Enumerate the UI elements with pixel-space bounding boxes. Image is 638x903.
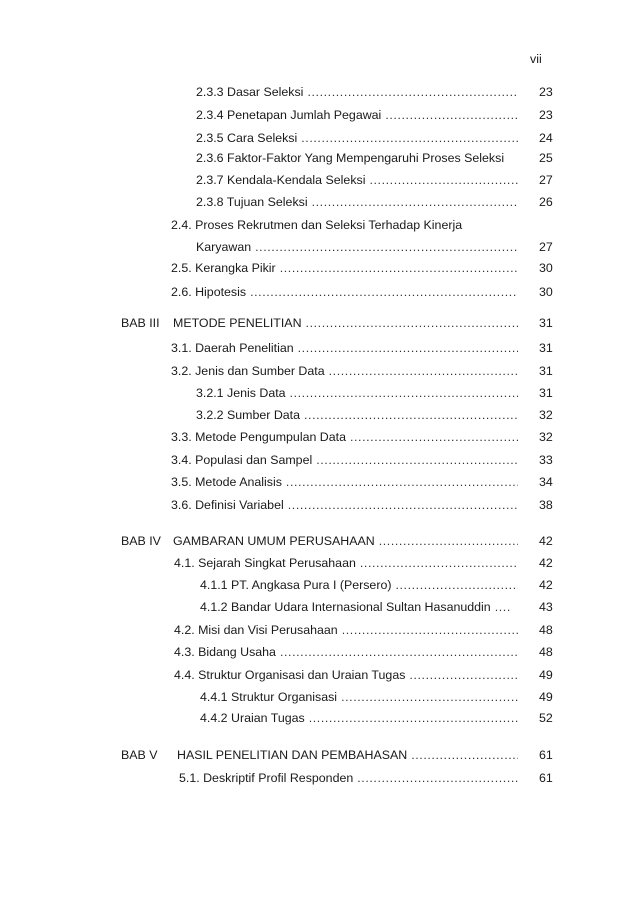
chapter-label: BAB III (121, 316, 160, 330)
toc-entry-line (171, 428, 518, 446)
entry-title: 4.1.1 PT. Angkasa Pura I (Persero) (200, 578, 392, 592)
entry-title: 4.1.2 Bandar Udara Internasional Sultan Hasanuddin (200, 600, 491, 614)
toc-entry-line (171, 216, 518, 234)
entry-title: 3.5. Metode Analisis (171, 475, 282, 489)
toc-entry-line (171, 362, 518, 380)
toc-entry (0, 129, 638, 147)
entry-page-number: 30 (539, 261, 553, 275)
dot-leader (298, 339, 518, 357)
toc-entry-line (174, 643, 518, 661)
entry-title: 3.2.2 Sumber Data (196, 408, 301, 422)
toc-entry (0, 554, 638, 572)
entry-title: 4.2. Misi dan Visi Perusahaan (174, 623, 338, 637)
entry-page-number: 33 (539, 453, 553, 467)
entry-title: METODE PENELITIAN (173, 316, 302, 330)
entry-page-number: 43 (539, 600, 553, 614)
toc-entry (0, 362, 638, 380)
toc-entry-line (200, 576, 518, 594)
entry-page-number: 30 (539, 285, 553, 299)
dot-leader (288, 496, 518, 514)
toc-entry-line (196, 193, 518, 211)
toc-entry (0, 339, 638, 357)
entry-title: 2.4. Proses Rekrutmen dan Seleksi Terhadap Kinerja (171, 218, 463, 232)
dot-leader (495, 598, 511, 616)
dot-leader (360, 554, 518, 572)
toc-entry (0, 106, 638, 124)
page-number: vii (530, 52, 542, 66)
dot-leader (385, 106, 518, 124)
chapter-label: BAB IV (121, 534, 161, 548)
entry-title: 2.3.6 Faktor-Faktor Yang Mempengaruhi Proses Seleksi (196, 151, 505, 165)
entry-page-number: 42 (539, 578, 553, 592)
entry-title: 3.6. Definisi Variabel (171, 498, 284, 512)
dot-leader (301, 129, 518, 147)
toc-entry (0, 643, 638, 661)
toc-entry-line (171, 473, 518, 491)
toc-entry (0, 171, 638, 189)
toc-entry-line (171, 283, 518, 301)
toc-entry (0, 259, 638, 277)
dot-leader (304, 406, 518, 424)
entry-page-number: 32 (539, 408, 553, 422)
dot-leader (341, 688, 518, 706)
toc-entry-line (171, 496, 518, 514)
entry-title: 5.1. Deskriptif Profil Responden (179, 771, 354, 785)
entry-title: 4.1. Sejarah Singkat Perusahaan (174, 556, 356, 570)
dot-leader (255, 238, 518, 256)
entry-page-number: 48 (539, 645, 553, 659)
toc-entry (0, 746, 638, 764)
dot-leader (409, 666, 518, 684)
dot-leader (312, 193, 518, 211)
entry-title: 2.5. Kerangka Pikir (171, 261, 276, 275)
toc-entry (0, 532, 638, 550)
entry-title: 3.1. Daerah Penelitian (171, 341, 294, 355)
dot-leader (411, 746, 518, 764)
entry-title: Karyawan (196, 240, 252, 254)
toc-entry-line (200, 688, 518, 706)
entry-title: 2.6. Hipotesis (171, 285, 247, 299)
toc-entry-line (196, 171, 518, 189)
entry-page-number: 42 (539, 556, 553, 570)
toc-entry (0, 473, 638, 491)
entry-title: 3.2. Jenis dan Sumber Data (171, 364, 325, 378)
entry-page-number: 42 (539, 534, 553, 548)
dot-leader (280, 643, 518, 661)
dot-leader (316, 451, 518, 469)
toc-entry-line (174, 554, 518, 572)
dot-leader (286, 473, 518, 491)
dot-leader (395, 576, 518, 594)
entry-page-number: 61 (539, 748, 553, 762)
entry-title: HASIL PENELITIAN DAN PEMBAHASAN (177, 748, 408, 762)
entry-page-number: 27 (539, 173, 553, 187)
dot-leader (329, 362, 518, 380)
toc-entry-line (200, 709, 518, 727)
entry-title: 3.4. Populasi dan Sampel (171, 453, 313, 467)
dot-leader (290, 384, 518, 402)
toc-entry-line (196, 149, 518, 167)
entry-title: 3.2.1 Jenis Data (196, 386, 286, 400)
entry-page-number: 52 (539, 711, 553, 725)
entry-page-number: 31 (539, 386, 553, 400)
chapter-label: BAB V (121, 748, 158, 762)
dot-leader (342, 621, 518, 639)
toc-entry (0, 709, 638, 727)
dot-leader (369, 171, 518, 189)
entry-title: GAMBARAN UMUM PERUSAHAAN (173, 534, 375, 548)
entry-page-number: 31 (539, 341, 553, 355)
toc-entry-line (196, 384, 518, 402)
toc-entry-line (179, 769, 518, 787)
dot-leader (357, 769, 518, 787)
entry-page-number: 32 (539, 430, 553, 444)
toc-entry-line (177, 746, 518, 764)
entry-page-number: 34 (539, 475, 553, 489)
entry-page-number: 26 (539, 195, 553, 209)
dot-leader (309, 709, 518, 727)
entry-title: 2.3.5 Cara Seleksi (196, 131, 298, 145)
toc-entry-line (196, 406, 518, 424)
entry-title: 2.3.3 Dasar Seleksi (196, 85, 304, 99)
toc-entry (0, 238, 638, 256)
dot-leader (307, 83, 518, 101)
entry-title: 4.4.1 Struktur Organisasi (200, 690, 338, 704)
toc-entry (0, 283, 638, 301)
toc-entry-line (196, 238, 518, 256)
toc-entry (0, 216, 638, 234)
toc-entry-line (171, 259, 518, 277)
toc-entry (0, 621, 638, 639)
entry-title: 2.3.7 Kendala-Kendala Seleksi (196, 173, 366, 187)
toc-entry (0, 496, 638, 514)
toc-entry-line (200, 598, 511, 616)
toc-entry (0, 688, 638, 706)
dot-leader (250, 283, 518, 301)
toc-entry (0, 769, 638, 787)
toc-entry (0, 576, 638, 594)
toc-entry (0, 149, 638, 167)
toc-entry (0, 384, 638, 402)
entry-page-number: 49 (539, 690, 553, 704)
entry-page-number: 48 (539, 623, 553, 637)
dot-leader (280, 259, 518, 277)
entry-title: 2.3.4 Penetapan Jumlah Pegawai (196, 108, 382, 122)
toc-entry (0, 406, 638, 424)
toc-entry-line (174, 666, 518, 684)
toc-entry-line (173, 314, 518, 332)
toc-entry-line (196, 106, 518, 124)
dot-leader (379, 532, 518, 550)
entry-page-number: 38 (539, 498, 553, 512)
toc-entry (0, 451, 638, 469)
toc-entry-line (196, 83, 518, 101)
entry-page-number: 24 (539, 131, 553, 145)
entry-page-number: 49 (539, 668, 553, 682)
entry-title: 4.4.2 Uraian Tugas (200, 711, 305, 725)
entry-title: 3.3. Metode Pengumpulan Data (171, 430, 346, 444)
entry-page-number: 31 (539, 364, 553, 378)
toc-entry (0, 314, 638, 332)
toc-entry-line (171, 339, 518, 357)
entry-page-number: 31 (539, 316, 553, 330)
dot-leader (306, 314, 518, 332)
toc-entry (0, 666, 638, 684)
entry-page-number: 25 (539, 151, 553, 165)
entry-page-number: 23 (539, 85, 553, 99)
entry-page-number: 61 (539, 771, 553, 785)
toc-entry-line (173, 532, 518, 550)
dot-leader (350, 428, 518, 446)
toc-entry (0, 598, 638, 616)
entry-title: 2.3.8 Tujuan Seleksi (196, 195, 308, 209)
entry-page-number: 23 (539, 108, 553, 122)
entry-page-number: 27 (539, 240, 553, 254)
entry-title: 4.3. Bidang Usaha (174, 645, 276, 659)
entry-title: 4.4. Struktur Organisasi dan Uraian Tugas (174, 668, 406, 682)
toc-entry-line (171, 451, 518, 469)
toc-entry (0, 193, 638, 211)
toc-entry (0, 428, 638, 446)
toc-entry (0, 83, 638, 101)
toc-entry-line (174, 621, 518, 639)
toc-entry-line (196, 129, 518, 147)
